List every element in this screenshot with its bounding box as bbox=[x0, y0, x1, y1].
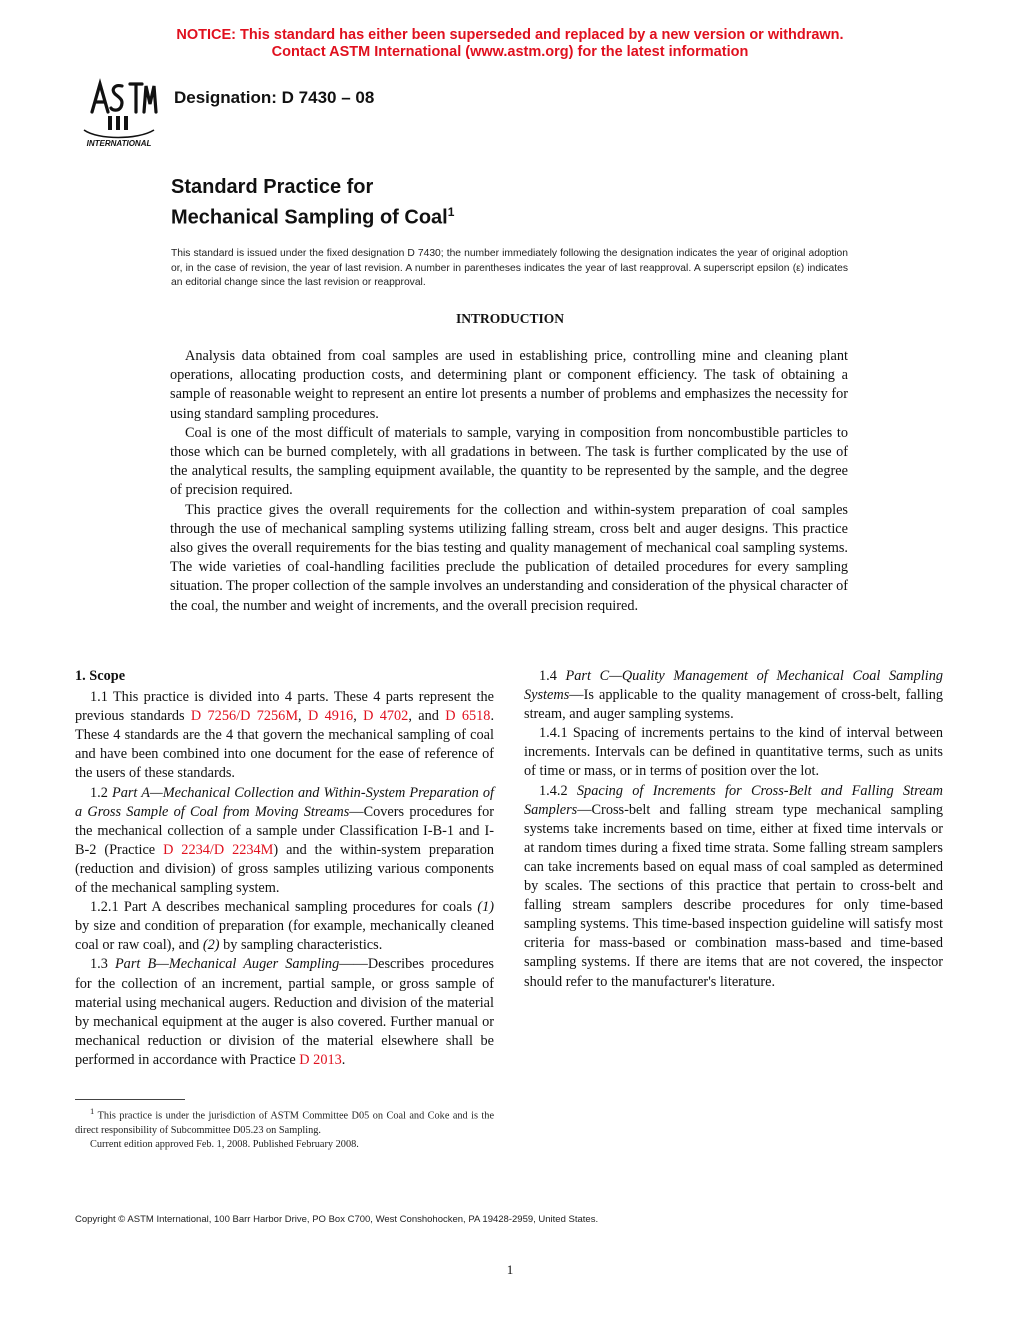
italic-run: Part C—Quality Management of Mechanical Coal Sampling Systems bbox=[524, 668, 943, 704]
notice-line-1: NOTICE: This standard has either been superseded and replaced by a new version or withdrawn. bbox=[176, 27, 844, 43]
italic-run: (1) bbox=[477, 899, 494, 916]
section-1-4-1: 1.4.1 Spacing of increments pertains to the kind of interval between increments. Intervals can be defined in quantitative terms, such as units of time or mass, or in terms of position over the lot. bbox=[524, 725, 943, 780]
text-run: by size and condition of preparation (for example, mechanically cleaned coal or raw coal), and bbox=[75, 918, 494, 954]
introduction-paragraph: Coal is one of the most difficult of materials to sample, varying in composition from noncombustible particles to those which can be burned completely, with all gradations in between. The task is further complicated by the use of the analytical results, the sampling equipment available, the quantity to be represented by the sample, and the degree of precision required. bbox=[170, 424, 848, 499]
introduction-paragraph: Analysis data obtained from coal samples are used in establishing price, controlling mine and cleaning plant operations, allocating production costs, and determining plant or component efficiency. The task of obtaining a sample of reasonable weight to represent an entire lot presents a number of problems and emphasizes the necessity for using standard sampling procedures. bbox=[170, 348, 848, 422]
text-run: 1.4.2 bbox=[539, 782, 577, 799]
introduction-paragraph: This practice gives the overall requirements for the collection and within-system preparation of coal samples through the use of mechanical sampling systems utilizing falling stream, cross belt and auger designs. This practice also gives the overall requirements for the bias testing and quality management of mechanical coal sampling systems. The wide varieties of coal-handling facilities preclude the publication of detailed procedures for every sampling situation. The proper collection of the sample involves an understanding and consideration of the physical character of the coal, the number and weight of increments, and the overall precision required. bbox=[170, 501, 848, 614]
footnote-edition: Current edition approved Feb. 1, 2008. Published February 2008. bbox=[90, 1139, 359, 1151]
text-run: 1.3 bbox=[90, 956, 115, 973]
title-main: Mechanical Sampling of Coal bbox=[171, 206, 448, 229]
section-1-2-1 bbox=[75, 898, 494, 955]
footnote-mark: 1 bbox=[90, 1106, 95, 1116]
footnote-divider bbox=[75, 1099, 185, 1100]
section-1-1 bbox=[75, 688, 494, 783]
link-d2013[interactable]: D 2013 bbox=[299, 1051, 342, 1068]
copyright: Copyright © ASTM International, 100 Barr Harbor Drive, PO Box C700, West Conshohocken, PA 19428-2959, United States. bbox=[75, 1214, 599, 1225]
page-number: 1 bbox=[506, 1262, 514, 1277]
link-d6518[interactable]: D 6518 bbox=[445, 708, 491, 725]
link-d7256[interactable]: D 7256/D 7256M bbox=[190, 708, 299, 725]
link-d4702[interactable]: D 4702 bbox=[363, 708, 409, 725]
text-run: 1.2 bbox=[90, 784, 112, 801]
italic-run: Part A—Mechanical Collection and Within-System Preparation of a Gross Sample of Coal from Moving Streams bbox=[75, 784, 494, 820]
text-run: 1.4 bbox=[539, 668, 566, 684]
title-footnote-mark: 1 bbox=[447, 205, 455, 219]
footnote-text bbox=[75, 1104, 494, 1138]
text-run: 1.2.1 Part A describes mechanical sampling procedures for coals bbox=[90, 899, 478, 916]
italic-run: Part B—Mechanical Auger Sampling bbox=[114, 956, 340, 973]
right-column bbox=[524, 667, 943, 992]
text-run: by sampling characteristics. bbox=[219, 937, 383, 954]
text-run: , and bbox=[408, 708, 446, 725]
italic-run: (2) bbox=[202, 937, 220, 954]
title-line-2 bbox=[171, 200, 454, 231]
title-line-1: Standard Practice for bbox=[171, 176, 374, 198]
text-run: ) and the within-system preparation (reduction and division) of gross samples utilizing various components of the mechanical sampling system. bbox=[75, 841, 495, 897]
withdrawal-notice bbox=[0, 27, 1020, 61]
text-run: —Covers procedures for the mechanical collection of a sample under Classification I-B-1 and I-B-2 (Practice bbox=[75, 803, 494, 858]
section-1-2 bbox=[75, 784, 494, 899]
text-run: . bbox=[341, 1051, 346, 1068]
scope-heading: 1. Scope bbox=[75, 668, 126, 684]
introduction-body bbox=[170, 347, 848, 616]
text-run: This practice is under the jurisdiction of ASTM Committee D05 on Coal and Coke and is the direct responsibility of Subcommittee D05.23 on Sampling. bbox=[75, 1110, 495, 1136]
section-1-4-2 bbox=[524, 782, 943, 992]
footnote bbox=[75, 1104, 494, 1153]
link-d4916[interactable]: D 4916 bbox=[307, 708, 354, 725]
text-run: , bbox=[298, 708, 308, 725]
left-column bbox=[75, 667, 494, 1070]
astm-international-logo-icon bbox=[78, 74, 160, 150]
text-run: 1.1 This practice is divided into 4 parts. These 4 parts represent the previous standards bbox=[75, 689, 494, 725]
text-run: . These 4 standards are the 4 that govern the mechanical sampling of coal and have been combined into one document for the ease of reference of the users of these standards. bbox=[75, 708, 495, 782]
section-1-4 bbox=[524, 667, 943, 724]
document-title bbox=[171, 175, 454, 231]
text-run: , bbox=[353, 708, 364, 725]
text-run: —Is applicable to the quality management of cross-belt, falling stream, and auger sampling systems. bbox=[524, 687, 943, 723]
link-d2234[interactable]: D 2234/D 2234M bbox=[163, 841, 274, 858]
section-1-3 bbox=[75, 955, 494, 1070]
designation: Designation: D 7430 – 08 bbox=[174, 88, 375, 107]
italic-run: Spacing of Increments for Cross-Belt and Falling Stream Samplers bbox=[524, 782, 944, 818]
notice-line-2: Contact ASTM International (www.astm.org) for the latest information bbox=[271, 44, 749, 60]
standard-note: This standard is issued under the fixed designation D 7430; the number immediately following the designation indicates the year of original adoption or, in the case of revision, the year of last revision. A number in parentheses indicates the year of last reapproval. A superscript epsilon (ε) indicates an editorial change since the last revision or reapproval. bbox=[171, 248, 848, 288]
text-run: ——Describes procedures for the collection of an increment, partial sample, or gross sample of material using mechanical augers. Reduction and division of the material by mechanical equipment at the auger is also covered. Further manual or mechanical reduction or division of the material elsewhere shall be performed in accordance with Practice bbox=[75, 956, 494, 1068]
introduction-heading: INTRODUCTION bbox=[455, 311, 564, 326]
text-run: —Cross-belt and falling stream type mechanical sampling systems take increments based on time, either at fixed time intervals or at random times during a fixed time strata. Some falling stream samplers can take increments based on equal mass of coal sampled as determined by scales. The sections of this practice that pertain to cross-belt and falling stream samplers describe procedures for only time-based sampling systems. This time-based inspection guideline will satisfy most criteria for mass-based or combination mass-based and time-based sampling systems. If there are items that are not covered, the inspector should refer to the manufacturer's literature. bbox=[524, 801, 943, 990]
svg-text:INTERNATIONAL: INTERNATIONAL bbox=[86, 139, 152, 148]
